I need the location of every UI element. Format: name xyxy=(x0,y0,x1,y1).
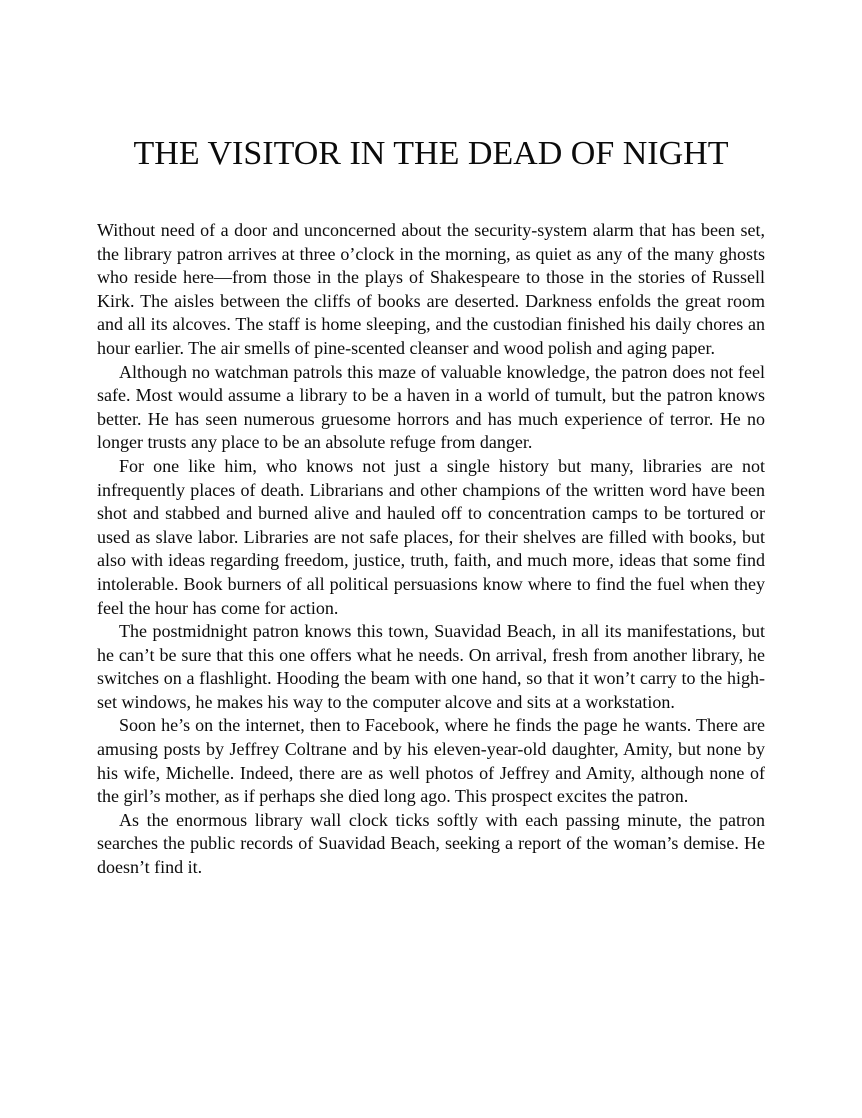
paragraph-4: The postmidnight patron knows this town, Suavidad Beach, in all its manifestations, but he can’t be sure that this one offers what he needs. On arrival, fresh from another library, he switches on a flashlight. Hooding the beam with one hand, so that it won’t carry to the high-set windows, he makes his way to the computer alcove and sits at a workstation. xyxy=(97,621,765,712)
paragraph-5: Soon he’s on the internet, then to Facebook, where he finds the page he wants. There are amusing posts by Jeffrey Coltrane and by his eleven-year-old daughter, Amity, but none by his wife, Michelle. Indeed, there are as well photos of Jeffrey and Amity, although none of the girl’s mother, as if perhaps she died long ago. This prospect excites the patron. xyxy=(97,715,765,807)
chapter-title: THE VISITOR IN THE DEAD OF NIGHT xyxy=(133,135,729,172)
paragraph-2: Although no watchman patrols this maze of valuable knowledge, the patron does not feel safe. Most would assume a library to be a haven in a world of tumult, but the patron knows better. He has seen numerous gruesome horrors and has much experience of terror. He no longer trusts any place to be an absolute refuge from danger. xyxy=(97,361,765,453)
chapter-body xyxy=(97,219,765,880)
paragraph-1: Without need of a door and unconcerned about the security-system alarm that has been set, the library patron arrives at three o’clock in the morning, as quiet as any of the many ghosts who reside here—from those in the plays of Shakespeare to those in the stories of Russell Kirk. The aisles between the cliffs of books are deserted. Darkness enfolds the great room and all its alcoves. The staff is home sleeping, and the custodian finished his daily chores an hour earlier. The air smells of pine-scented cleanser and wood polish and aging paper. xyxy=(97,220,765,358)
paragraph-3: For one like him, who knows not just a single history but many, libraries are not infrequently places of death. Librarians and other champions of the written word have been shot and stabbed and burned alive and hauled off to concentration camps to be tortured or used as slave labor. Libraries are not safe places, for their shelves are filled with books, but also with ideas regarding freedom, justice, truth, faith, and much more, ideas that some find intolerable. Book burners of all political persuasions know where to find the fuel when they feel the hour has come for action. xyxy=(97,455,765,618)
paragraph-6: As the enormous library wall clock ticks softly with each passing minute, the patron searches the public records of Suavidad Beach, seeking a report of the woman’s demise. He doesn’t find it. xyxy=(97,809,765,878)
